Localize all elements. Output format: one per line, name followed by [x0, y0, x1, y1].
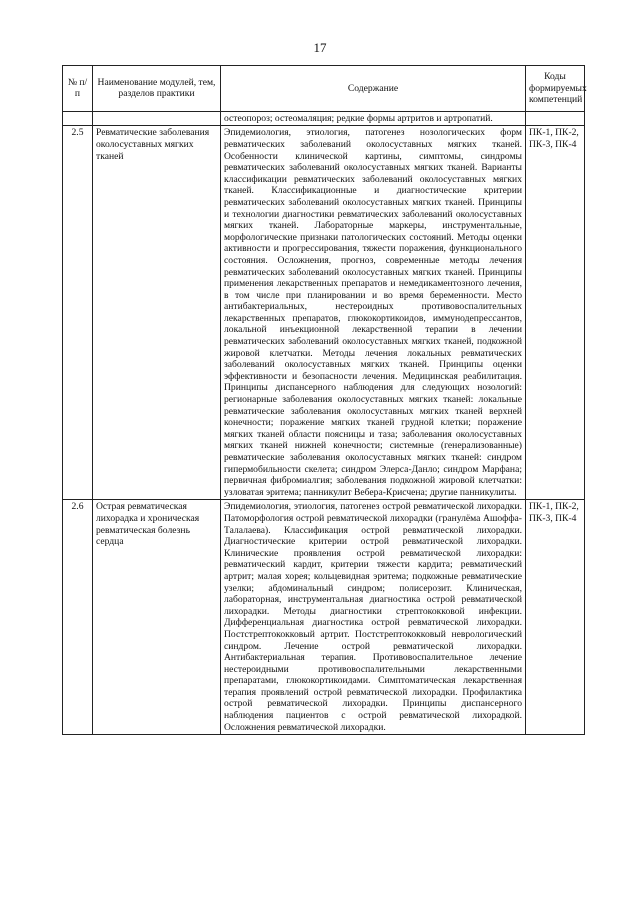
curriculum-table — [62, 65, 585, 735]
page-number: 17 — [313, 40, 327, 55]
cell-codes: ПК-1, ПК-2, ПК-3, ПК-4 — [526, 500, 585, 735]
cell-codes: ПК-1, ПК-2, ПК-3, ПК-4 — [526, 126, 585, 500]
table-header-row — [63, 66, 585, 112]
header-name: Наименование модулей, тем, разделов практики — [93, 66, 221, 112]
cell-content: Эпидемиология, этиология, патогенез острой ревматической лихорадки. Патоморфология острой ревматической лихорадки (гранулёма Ашоффа-Талалаева). Классификация острой ревматической лихорадки. Диагностические критерии острой ревматической лихорадки. Клинические проявления острой ревматической лихорадки: ревматический кардит, критерии тяжести кардита; ревматический артрит; малая хорея; кольцевидная эритема; подкожные ревматические узелки; абдоминальный синдром; полисерозит. Клиническая, лабораторная, инструментальная диагностика острой ревматической лихорадки. Методы диагностики стрептококковой инфекции. Дифференциальная диагностика острой ревматической лихорадки. Постстрептококковый артрит. Постстрептококковый неврологический синдром. Лечение острой ревматической лихорадки. Антибактериальная терапия. Противовоспалительное лечение нестероидными противовоспалительными лекарственными препаратами, глюкокортикоидами. Симптоматическая лекарственная терапия проявлений острой ревматической лихорадки. Профилактика острой ревматической лихорадки. Принципы диспансерного наблюдения пациентов с острой ревматической лихорадкой. Осложнения ревматической лихорадки. — [221, 500, 526, 735]
cell-codes — [526, 111, 585, 126]
cell-num — [63, 111, 93, 126]
table-row — [63, 500, 585, 735]
header-content: Содержание — [221, 66, 526, 112]
cell-name: Ревматические заболевания околосуставных мягких тканей — [93, 126, 221, 500]
cell-name: Острая ревматическая лихорадка и хроническая ревматическая болезнь сердца — [93, 500, 221, 735]
header-codes: Коды формируемых компетенций — [526, 66, 585, 112]
cell-name — [93, 111, 221, 126]
cell-content: остеопороз; остеомаляция; редкие формы артритов и артропатий. — [221, 111, 526, 126]
cell-content: Эпидемиология, этиология, патогенез нозологических форм ревматических заболеваний околосуставных мягких тканей. Особенности клинической картины, симптомы, синдромы ревматических заболеваний околосуставных мягких тканей. Варианты классификации ревматических заболеваний околосуставных мягких тканей. Классификационные и диагностические критерии ревматических заболеваний околосуставных мягких тканей. Принципы и технологии диагностики ревматических заболеваний околосуставных мягких тканей. Лабораторные маркеры, инструментальные, морфологические признаки патологических состояний. Методы оценки активности и прогрессирования, тяжести поражения, функционального состояния. Осложнения, прогноз, современные методы лечения ревматических заболеваний околосуставных мягких тканей. Принципы применения лекарственных препаратов и немедикаментозного лечения, в том числе при планировании и во время беременности. Место антибактериальных, нестероидных противовоспалительных лекарственных препаратов, глюкокортикоидов, иммунодепрессантов, локальной инъекционной лекарственной терапии в лечении ревматических заболеваний околосуставных мягких тканей, подкожной жировой клетчатки. Методы лечения локальных ревматических заболеваний околосуставных мягких тканей. Принципы оценки эффективности и безопасности лечения. Медицинская реабилитация. Принципы диспансерного наблюдения для следующих нозологий: регионарные заболевания околосуставных мягких тканей: локальные ревматические заболевания околосуставных мягких тканей верхней конечности; поражение мягких тканей грудной клетки; поражение мягких тканей области поясницы и таза; заболевания околосуставных мягких тканей нижней конечности; системные (генерализованные) ревматические заболевания околосуставных мягких тканей: синдром гипермобильности скелета; синдром Элерса-Данло; синдром Марфана; первичная фибромиалгия; заболевания подкожной жировой клетчатки: узловатая эритема; панникулит Вебера-Крисчена; другие панникулиты. — [221, 126, 526, 500]
header-num: № п/п — [63, 66, 93, 112]
table-row-continuation — [63, 111, 585, 126]
table-row — [63, 126, 585, 500]
cell-num: 2.6 — [63, 500, 93, 735]
cell-num: 2.5 — [63, 126, 93, 500]
